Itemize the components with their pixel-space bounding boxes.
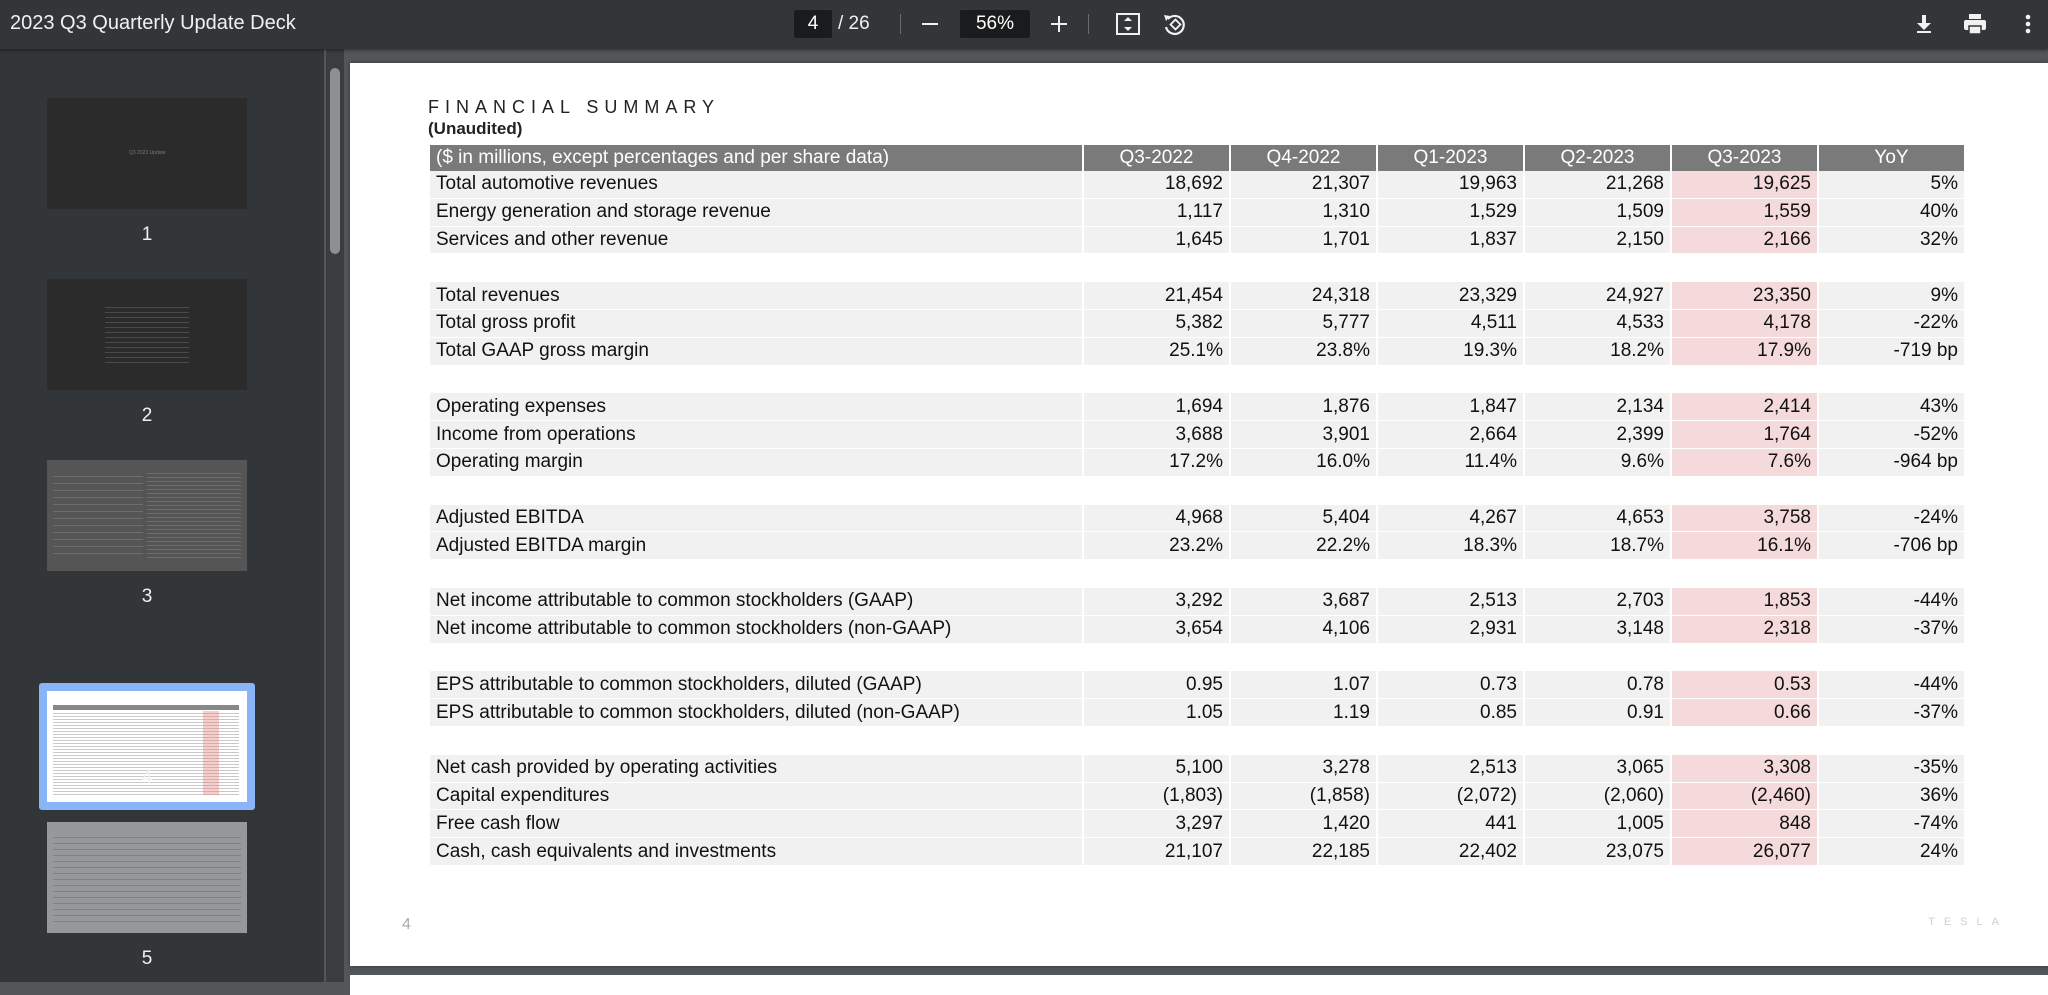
table-cell: 18.7% <box>1525 532 1670 560</box>
table-cell: 21,454 <box>1084 282 1229 310</box>
table-cell: 40% <box>1819 199 1964 227</box>
slide-heading: FINANCIAL SUMMARY <box>428 97 721 117</box>
row-label: Net income attributable to common stockholders (non-GAAP) <box>430 616 1082 644</box>
table-row <box>430 505 1964 533</box>
table-cell: 1,694 <box>1084 393 1229 421</box>
table-cell: 11.4% <box>1378 449 1523 477</box>
table-cell: 441 <box>1378 810 1523 838</box>
financial-summary-table <box>428 145 1966 866</box>
fit-to-page-button[interactable] <box>1112 8 1144 40</box>
table-header-cell: YoY <box>1819 145 1964 171</box>
thumbnail-page-3[interactable] <box>47 460 247 571</box>
table-cell: 1,701 <box>1231 227 1376 255</box>
row-label: Total revenues <box>430 282 1082 310</box>
sidebar-scrollbar-thumb[interactable] <box>330 68 340 254</box>
table-cell: 2,399 <box>1525 421 1670 449</box>
table-cell: 0.66 <box>1672 699 1817 727</box>
table-cell: 2,134 <box>1525 393 1670 421</box>
row-label: Services and other revenue <box>430 227 1082 255</box>
table-cell: 2,664 <box>1378 421 1523 449</box>
table-cell: 25.1% <box>1084 338 1229 366</box>
print-button[interactable] <box>1959 8 1991 40</box>
table-cell: 3,687 <box>1231 588 1376 616</box>
table-spacer-row <box>430 727 1964 755</box>
table-cell: 23.8% <box>1231 338 1376 366</box>
row-label: Total automotive revenues <box>430 171 1082 199</box>
table-row <box>430 421 1964 449</box>
table-cell: 1,853 <box>1672 588 1817 616</box>
toolbar-divider <box>1088 14 1089 34</box>
table-header-cell: Q3-2022 <box>1084 145 1229 171</box>
table-cell: (2,460) <box>1672 783 1817 811</box>
rotate-icon <box>1161 11 1187 37</box>
table-cell: 22,185 <box>1231 838 1376 866</box>
table-cell: 3,654 <box>1084 616 1229 644</box>
table-cell: -74% <box>1819 810 1964 838</box>
brand-wordmark: TESLA <box>1928 916 2008 928</box>
thumbnail-page-1[interactable] <box>47 98 247 209</box>
row-label: Operating expenses <box>430 393 1082 421</box>
table-cell: 0.91 <box>1525 699 1670 727</box>
table-cell: 3,297 <box>1084 810 1229 838</box>
pdf-toolbar <box>0 0 2048 49</box>
row-label: Free cash flow <box>430 810 1082 838</box>
row-label: Operating margin <box>430 449 1082 477</box>
table-cell: 4,178 <box>1672 310 1817 338</box>
thumbnail-label: 5 <box>141 948 153 969</box>
table-cell: 23,350 <box>1672 282 1817 310</box>
table-cell: 4,533 <box>1525 310 1670 338</box>
table-header-cell: Q4-2022 <box>1231 145 1376 171</box>
table-cell: 23,329 <box>1378 282 1523 310</box>
table-cell: 2,414 <box>1672 393 1817 421</box>
table-cell: 24% <box>1819 838 1964 866</box>
table-cell: 0.85 <box>1378 699 1523 727</box>
table-cell: 5,100 <box>1084 755 1229 783</box>
table-cell: 2,703 <box>1525 588 1670 616</box>
table-cell: -52% <box>1819 421 1964 449</box>
table-row <box>430 227 1964 255</box>
table-cell: 7.6% <box>1672 449 1817 477</box>
download-button[interactable] <box>1908 8 1940 40</box>
table-cell: 4,106 <box>1231 616 1376 644</box>
table-row <box>430 338 1964 366</box>
table-cell: 2,931 <box>1378 616 1523 644</box>
table-cell: -964 bp <box>1819 449 1964 477</box>
slide-subheading: (Unaudited) <box>428 119 523 138</box>
table-body <box>430 171 1964 866</box>
table-cell: -24% <box>1819 505 1964 533</box>
table-cell: 1,559 <box>1672 199 1817 227</box>
table-cell: 2,513 <box>1378 588 1523 616</box>
table-cell: 1,005 <box>1525 810 1670 838</box>
table-cell: 1,847 <box>1378 393 1523 421</box>
table-cell: 23,075 <box>1525 838 1670 866</box>
table-row <box>430 755 1964 783</box>
table-row <box>430 838 1964 866</box>
table-cell: 0.95 <box>1084 671 1229 699</box>
table-cell: 5,404 <box>1231 505 1376 533</box>
page-total: / 26 <box>838 13 870 34</box>
table-cell: 9% <box>1819 282 1964 310</box>
thumbnail-label: 3 <box>141 586 153 607</box>
document-title: 2023 Q3 Quarterly Update Deck <box>10 12 296 34</box>
table-cell: 2,166 <box>1672 227 1817 255</box>
table-cell: 1,645 <box>1084 227 1229 255</box>
table-cell: 17.9% <box>1672 338 1817 366</box>
toolbar-divider <box>900 14 901 34</box>
table-cell: 4,968 <box>1084 505 1229 533</box>
table-cell: 1.05 <box>1084 699 1229 727</box>
table-row <box>430 171 1964 199</box>
table-header-cell: Q2-2023 <box>1525 145 1670 171</box>
table-cell: 3,148 <box>1525 616 1670 644</box>
table-row <box>430 783 1964 811</box>
table-cell: 0.78 <box>1525 671 1670 699</box>
table-row <box>430 393 1964 421</box>
table-row <box>430 282 1964 310</box>
table-cell: 3,278 <box>1231 755 1376 783</box>
thumbnail-page-5[interactable] <box>47 822 247 933</box>
thumbnail-label: 4 <box>141 767 153 788</box>
table-cell: 19.3% <box>1378 338 1523 366</box>
table-cell: 1,529 <box>1378 199 1523 227</box>
table-spacer-row <box>430 477 1964 505</box>
table-cell: 24,927 <box>1525 282 1670 310</box>
table-cell: 2,150 <box>1525 227 1670 255</box>
thumbnail-label: 1 <box>141 224 153 245</box>
table-cell: 3,308 <box>1672 755 1817 783</box>
next-pdf-page <box>350 975 2048 995</box>
table-header-cell: Q3-2023 <box>1672 145 1817 171</box>
row-label: EPS attributable to common stockholders, diluted (non-GAAP) <box>430 699 1082 727</box>
table-cell: -22% <box>1819 310 1964 338</box>
print-icon <box>1962 12 1988 36</box>
plus-icon <box>1049 14 1069 34</box>
table-cell: 18.2% <box>1525 338 1670 366</box>
table-spacer-row <box>430 254 1964 282</box>
download-icon <box>1913 13 1935 35</box>
page-number-input[interactable]: 4 <box>794 10 832 38</box>
thumbnail-page-2[interactable] <box>47 279 247 390</box>
table-cell: 5,382 <box>1084 310 1229 338</box>
table-row <box>430 449 1964 477</box>
thumbnail-sidebar <box>0 49 324 982</box>
document-viewer <box>344 49 2048 982</box>
table-cell: 3,065 <box>1525 755 1670 783</box>
row-label: Net income attributable to common stockholders (GAAP) <box>430 588 1082 616</box>
table-cell: 32% <box>1819 227 1964 255</box>
table-header-cell: Q1-2023 <box>1378 145 1523 171</box>
table-row <box>430 310 1964 338</box>
table-cell: 1,117 <box>1084 199 1229 227</box>
table-row <box>430 532 1964 560</box>
table-cell: -44% <box>1819 588 1964 616</box>
table-cell: 1,876 <box>1231 393 1376 421</box>
table-cell: -37% <box>1819 699 1964 727</box>
table-cell: 0.73 <box>1378 671 1523 699</box>
row-label: Income from operations <box>430 421 1082 449</box>
thumbnail-text: Q3 2023 Update <box>129 150 166 156</box>
table-cell: 24,318 <box>1231 282 1376 310</box>
table-cell: 2,513 <box>1378 755 1523 783</box>
table-cell: 19,963 <box>1378 171 1523 199</box>
table-cell: 1.19 <box>1231 699 1376 727</box>
table-cell: 43% <box>1819 393 1964 421</box>
table-cell: (2,072) <box>1378 783 1523 811</box>
table-cell: 18,692 <box>1084 171 1229 199</box>
table-cell: 5,777 <box>1231 310 1376 338</box>
row-label: Adjusted EBITDA margin <box>430 532 1082 560</box>
row-label: Capital expenditures <box>430 783 1082 811</box>
more-options-button[interactable] <box>2012 8 2044 40</box>
table-cell: (2,060) <box>1525 783 1670 811</box>
table-cell: (1,858) <box>1231 783 1376 811</box>
table-cell: 0.53 <box>1672 671 1817 699</box>
table-cell: 22,402 <box>1378 838 1523 866</box>
table-cell: 1,420 <box>1231 810 1376 838</box>
table-cell: -706 bp <box>1819 532 1964 560</box>
minus-icon <box>920 14 940 34</box>
table-cell: 21,268 <box>1525 171 1670 199</box>
slide-page-number: 4 <box>402 916 411 933</box>
table-header-label: ($ in millions, except percentages and per share data) <box>430 145 1082 171</box>
table-cell: 4,653 <box>1525 505 1670 533</box>
zoom-in-button[interactable] <box>1043 8 1075 40</box>
table-cell: 9.6% <box>1525 449 1670 477</box>
table-spacer-row <box>430 560 1964 588</box>
zoom-out-button[interactable] <box>914 8 946 40</box>
table-cell: 5% <box>1819 171 1964 199</box>
row-label: Cash, cash equivalents and investments <box>430 838 1082 866</box>
table-cell: 1.07 <box>1231 671 1376 699</box>
zoom-level-input[interactable]: 56% <box>960 10 1030 38</box>
table-cell: 3,688 <box>1084 421 1229 449</box>
fit-page-icon <box>1115 11 1141 37</box>
rotate-button[interactable] <box>1158 8 1190 40</box>
table-cell: 18.3% <box>1378 532 1523 560</box>
table-cell: 4,267 <box>1378 505 1523 533</box>
table-row <box>430 671 1964 699</box>
table-cell: -37% <box>1819 616 1964 644</box>
table-cell: 21,107 <box>1084 838 1229 866</box>
table-cell: -44% <box>1819 671 1964 699</box>
thumbnail-label: 2 <box>141 405 153 426</box>
table-cell: 17.2% <box>1084 449 1229 477</box>
table-cell: 1,837 <box>1378 227 1523 255</box>
pdf-page <box>350 63 2048 966</box>
row-label: EPS attributable to common stockholders, diluted (GAAP) <box>430 671 1082 699</box>
table-cell: 3,292 <box>1084 588 1229 616</box>
row-label: Adjusted EBITDA <box>430 505 1082 533</box>
table-cell: 848 <box>1672 810 1817 838</box>
table-cell: 3,758 <box>1672 505 1817 533</box>
row-label: Net cash provided by operating activities <box>430 755 1082 783</box>
table-spacer-row <box>430 366 1964 394</box>
table-cell: 22.2% <box>1231 532 1376 560</box>
table-cell: 1,764 <box>1672 421 1817 449</box>
table-cell: 23.2% <box>1084 532 1229 560</box>
table-cell: -719 bp <box>1819 338 1964 366</box>
table-cell: 16.1% <box>1672 532 1817 560</box>
table-cell: 4,511 <box>1378 310 1523 338</box>
row-label: Energy generation and storage revenue <box>430 199 1082 227</box>
table-cell: 2,318 <box>1672 616 1817 644</box>
table-cell: 1,310 <box>1231 199 1376 227</box>
table-row <box>430 616 1964 644</box>
table-cell: 16.0% <box>1231 449 1376 477</box>
table-header-row <box>430 145 1964 171</box>
table-row <box>430 588 1964 616</box>
table-cell: -35% <box>1819 755 1964 783</box>
table-cell: 26,077 <box>1672 838 1817 866</box>
table-row <box>430 810 1964 838</box>
more-vert-icon <box>2024 13 2032 35</box>
table-cell: 36% <box>1819 783 1964 811</box>
table-cell: (1,803) <box>1084 783 1229 811</box>
table-cell: 21,307 <box>1231 171 1376 199</box>
table-cell: 3,901 <box>1231 421 1376 449</box>
row-label: Total GAAP gross margin <box>430 338 1082 366</box>
table-cell: 19,625 <box>1672 171 1817 199</box>
table-row <box>430 699 1964 727</box>
table-spacer-row <box>430 644 1964 672</box>
table-row <box>430 199 1964 227</box>
table-cell: 1,509 <box>1525 199 1670 227</box>
row-label: Total gross profit <box>430 310 1082 338</box>
